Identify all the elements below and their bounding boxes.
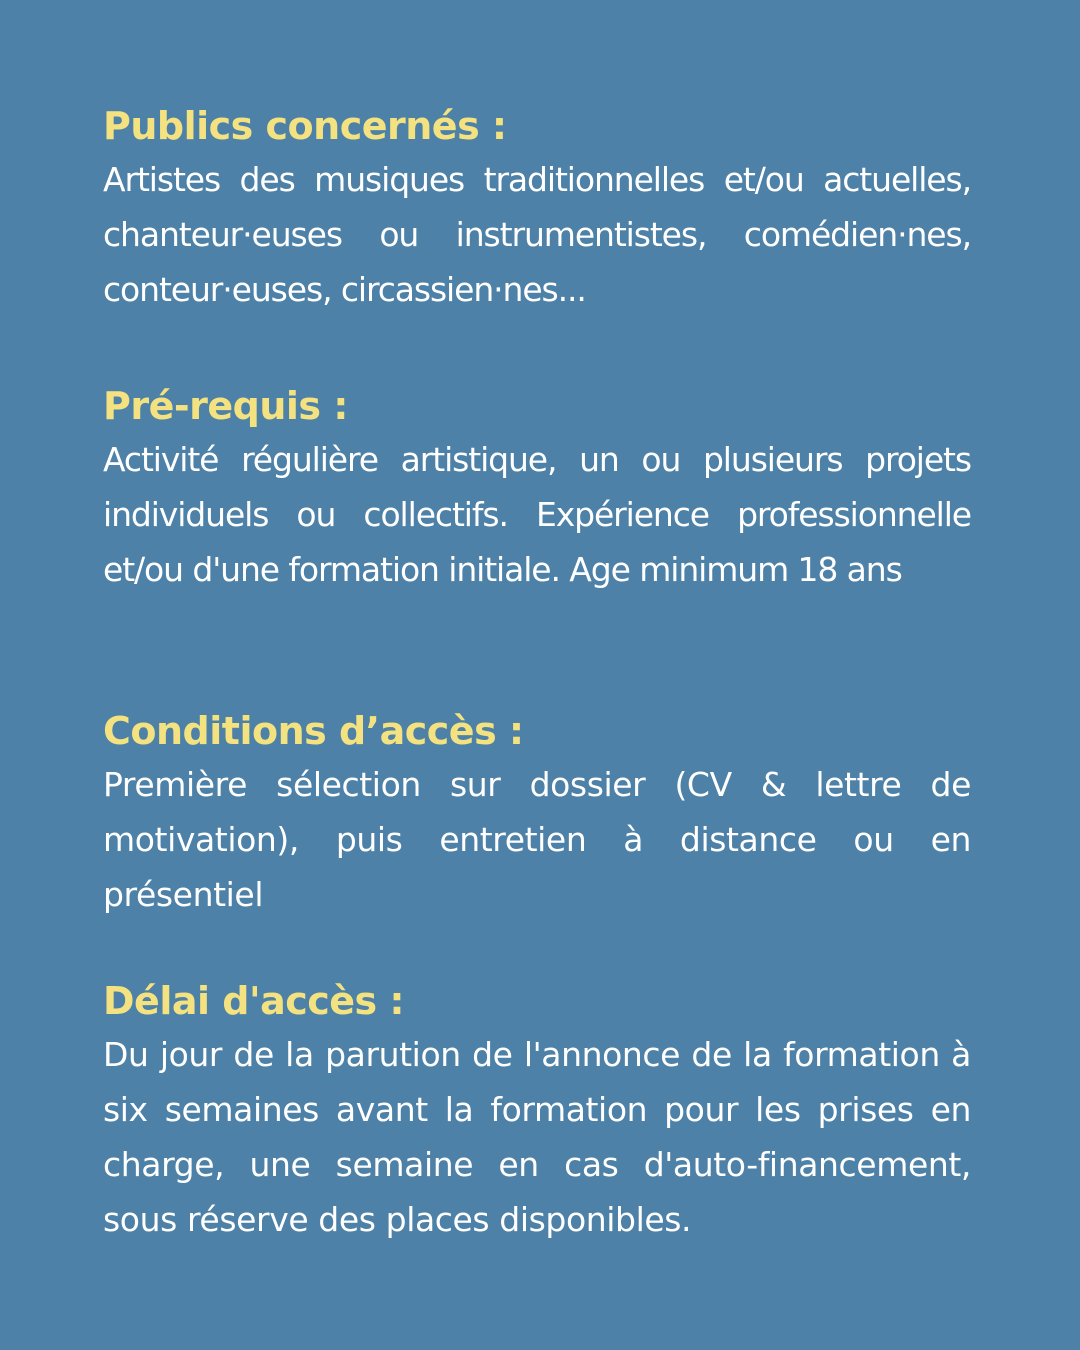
section-heading: Délai d'accès :: [103, 979, 405, 1023]
section-heading: Pré-requis :: [103, 384, 348, 428]
section-text: Première sélection sur dossier (CV & lettre de motivation), puis entretien à distance ou en présentiel: [103, 765, 971, 914]
section-text: Artistes des musiques traditionnelles et/ou actuelles, chanteur·euses ou instrumentistes, comédien·nes, conteur·euses, circassien·nes...: [103, 160, 971, 309]
section-heading: Publics concernés :: [103, 104, 507, 148]
section-text: Activité régulière artistique, un ou plusieurs projets individuels ou collectifs. Expérience professionnelle et/ou d'une formation initiale. Age minimum 18 ans: [103, 440, 971, 589]
section-heading: Conditions d’accès :: [103, 709, 524, 753]
section-pre-requis: [103, 380, 971, 597]
section-publics-concernes: [103, 100, 971, 317]
section-text: Du jour de la parution de l'annonce de la formation à six semaines avant la formation pour les prises en charge, une semaine en cas d'auto-financement, sous réserve des places disponibles.: [103, 1035, 971, 1239]
section-conditions-acces: [103, 705, 971, 922]
section-delai-acces: [103, 975, 971, 1247]
